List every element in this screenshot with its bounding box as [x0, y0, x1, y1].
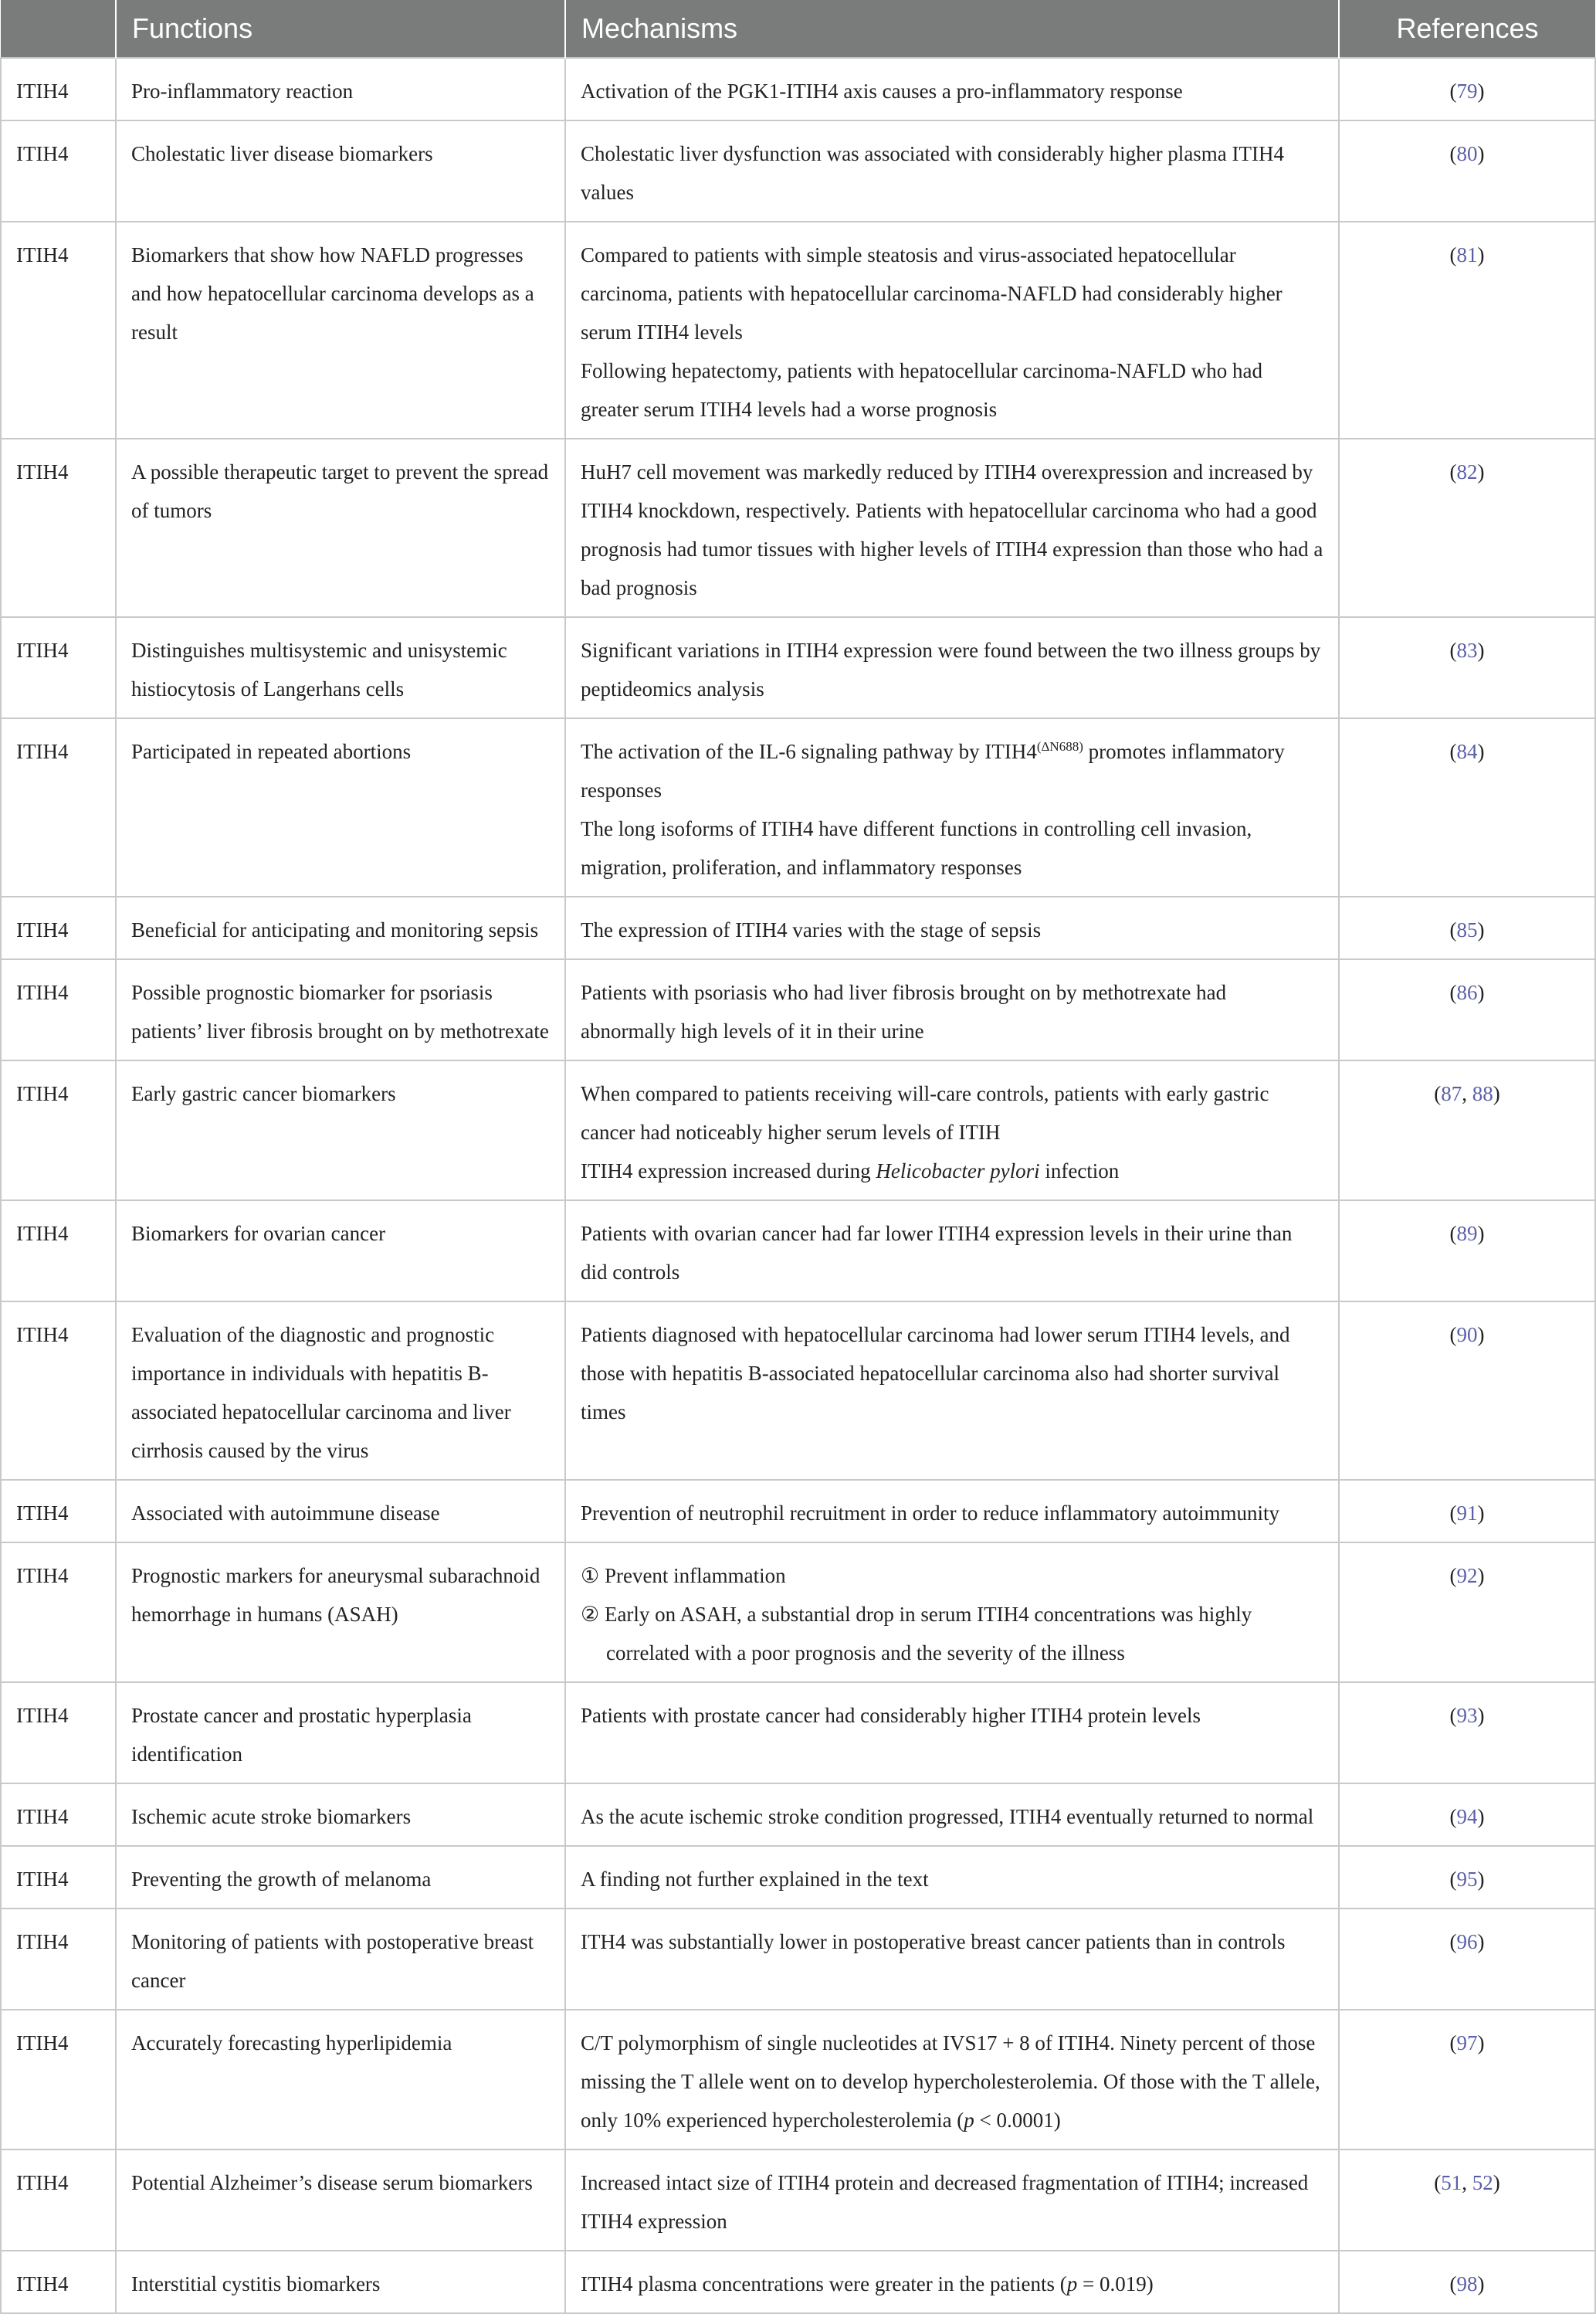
reference-link[interactable]: 81	[1456, 243, 1478, 266]
reference-cell: (51, 52)	[1339, 2149, 1595, 2251]
reference-cell: (86)	[1339, 959, 1595, 1060]
table-row	[1, 222, 1595, 439]
reference-link[interactable]: 90	[1456, 1323, 1478, 1346]
function-cell: Accurately forecasting hyperlipidemia	[116, 2010, 565, 2149]
gene-cell: ITIH4	[1, 1060, 116, 1200]
mechanism-cell	[565, 2149, 1339, 2251]
mechanism-text: When compared to patients receiving will-care controls, patients with early gastric cancer had noticeably higher serum levels of ITIH	[581, 1082, 1269, 1144]
table-header	[1, 0, 1595, 58]
function-cell: Biomarkers for ovarian cancer	[116, 1200, 565, 1301]
mechanism-text: Cholestatic liver dysfunction was associated with considerably higher plasma ITIH4 values	[581, 142, 1285, 204]
gene-cell: ITIH4	[1, 617, 116, 718]
reference-cell: (82)	[1339, 439, 1595, 617]
reference-link[interactable]: 82	[1456, 460, 1478, 483]
mechanism-text: Activation of the PGK1-ITIH4 axis causes a pro-inflammatory response	[581, 80, 1183, 103]
table-row	[1, 1909, 1595, 2010]
mechanism-cell	[565, 1542, 1339, 1682]
gene-cell: ITIH4	[1, 1846, 116, 1909]
gene-cell: ITIH4	[1, 1301, 116, 1480]
mechanism-text: As the acute ischemic stroke condition progressed, ITIH4 eventually returned to normal	[581, 1805, 1314, 1828]
table-row	[1, 959, 1595, 1060]
mechanism-text-part: < 0.0001)	[974, 2109, 1061, 2132]
mechanism-cell	[565, 1783, 1339, 1846]
function-cell: Interstitial cystitis biomarkers	[116, 2251, 565, 2313]
reference-link[interactable]: 98	[1456, 2272, 1478, 2295]
table-row	[1, 2010, 1595, 2149]
gene-cell: ITIH4	[1, 1783, 116, 1846]
header-mechanisms: Mechanisms	[565, 0, 1339, 58]
mechanism-text-part: infection	[1039, 1159, 1120, 1182]
reference-link[interactable]: 94	[1456, 1805, 1478, 1828]
table-row	[1, 1783, 1595, 1846]
reference-link[interactable]: 51	[1441, 2171, 1462, 2194]
reference-link[interactable]: 89	[1456, 1222, 1478, 1245]
mechanism-text	[581, 732, 1323, 809]
mechanism-text: HuH7 cell movement was markedly reduced by ITIH4 overexpression and increased by ITIH4 knockdown, respectively. Patients with hepatocellular carcinoma who had a good prognosis had tumor tissues with higher levels of ITIH4 expression than those who had a bad prognosis	[581, 460, 1323, 599]
mechanism-text: A finding not further explained in the text	[581, 1868, 929, 1891]
table-row	[1, 897, 1595, 959]
reference-cell: (92)	[1339, 1542, 1595, 1682]
header-functions: Functions	[116, 0, 565, 58]
p-value-symbol: p	[964, 2109, 974, 2132]
species-name: Helicobacter pylori	[876, 1159, 1040, 1182]
mechanism-cell	[565, 120, 1339, 222]
mechanism-cell	[565, 1200, 1339, 1301]
mechanism-cell	[565, 58, 1339, 120]
mechanism-cell	[565, 617, 1339, 718]
reference-link[interactable]: 91	[1456, 1501, 1478, 1525]
reference-link[interactable]: 84	[1456, 740, 1478, 763]
function-cell: Participated in repeated abortions	[116, 718, 565, 897]
isoform-superscript: (ΔN688)	[1036, 739, 1083, 754]
p-value-symbol: p	[1066, 2272, 1078, 2295]
gene-cell: ITIH4	[1, 2251, 116, 2313]
mechanism-text-part: C/T polymorphism of single nucleotides at IVS17 + 8 of ITIH4. Ninety percent of those missing the T allele went on to develop hypercholesterolemia. Of those with the T allele, only 10% experienced hypercholesterolemia (	[581, 2031, 1320, 2132]
gene-cell: ITIH4	[1, 2149, 116, 2251]
function-cell: Preventing the growth of melanoma	[116, 1846, 565, 1909]
numbered-item: ② Early on ASAH, a substantial drop in serum ITIH4 concentrations was highly correlated with a poor prognosis and the severity of the illness	[581, 1603, 1252, 1664]
reference-cell: (85)	[1339, 897, 1595, 959]
mechanism-text: Patients with prostate cancer had considerably higher ITIH4 protein levels	[581, 1704, 1201, 1727]
mechanism-cell	[565, 1060, 1339, 1200]
reference-cell: (93)	[1339, 1682, 1595, 1783]
reference-link[interactable]: 79	[1456, 80, 1478, 103]
gene-cell: ITIH4	[1, 120, 116, 222]
reference-link[interactable]: 87	[1441, 1082, 1462, 1105]
function-cell: Distinguishes multisystemic and unisystemic histiocytosis of Langerhans cells	[116, 617, 565, 718]
mechanism-text: Compared to patients with simple steatosis and virus-associated hepatocellular carcinoma, patients with hepatocellular carcinoma-NAFLD had considerably higher serum ITIH4 levels	[581, 243, 1283, 344]
mechanism-cell	[565, 1909, 1339, 2010]
header-row	[1, 0, 1595, 58]
mechanism-cell	[565, 897, 1339, 959]
table-body	[1, 58, 1595, 2313]
table-row	[1, 1682, 1595, 1783]
mechanism-cell	[565, 1480, 1339, 1542]
reference-cell: (97)	[1339, 2010, 1595, 2149]
reference-cell: (79)	[1339, 58, 1595, 120]
reference-cell: (95)	[1339, 1846, 1595, 1909]
mechanism-cell	[565, 1846, 1339, 1909]
gene-cell: ITIH4	[1, 1480, 116, 1542]
mechanism-text: Patients with ovarian cancer had far lower ITIH4 expression levels in their urine than did controls	[581, 1222, 1293, 1284]
reference-link[interactable]: 52	[1472, 2171, 1493, 2194]
reference-link[interactable]: 97	[1456, 2031, 1478, 2054]
gene-cell: ITIH4	[1, 897, 116, 959]
table-row	[1, 1846, 1595, 1909]
header-references: References	[1339, 0, 1595, 58]
function-cell: Beneficial for anticipating and monitoring sepsis	[116, 897, 565, 959]
reference-cell: (98)	[1339, 2251, 1595, 2313]
reference-cell: (89)	[1339, 1200, 1595, 1301]
mechanism-text-part: = 0.019)	[1077, 2272, 1154, 2295]
function-cell: Potential Alzheimer’s disease serum biomarkers	[116, 2149, 565, 2251]
mechanism-cell	[565, 1301, 1339, 1480]
reference-cell: (91)	[1339, 1480, 1595, 1542]
mechanism-cell	[565, 959, 1339, 1060]
function-cell: Early gastric cancer biomarkers	[116, 1060, 565, 1200]
mechanism-cell	[565, 222, 1339, 439]
function-cell: Monitoring of patients with postoperative breast cancer	[116, 1909, 565, 2010]
mechanism-text-part: ITIH4 expression increased during	[581, 1159, 876, 1182]
reference-link[interactable]: 95	[1456, 1868, 1478, 1891]
reference-link[interactable]: 93	[1456, 1704, 1478, 1727]
function-cell: Evaluation of the diagnostic and prognostic importance in individuals with hepatitis B-associated hepatocellular carcinoma and liver cirrhosis caused by the virus	[116, 1301, 565, 1480]
reference-link[interactable]: 80	[1456, 142, 1478, 165]
mechanism-text: Prevention of neutrophil recruitment in order to reduce inflammatory autoimmunity	[581, 1501, 1280, 1525]
reference-link[interactable]: 96	[1456, 1930, 1478, 1953]
reference-cell: (83)	[1339, 617, 1595, 718]
numbered-item: ① Prevent inflammation	[581, 1564, 786, 1587]
function-cell: Biomarkers that show how NAFLD progresses and how hepatocellular carcinoma develops as a result	[116, 222, 565, 439]
table-row	[1, 1542, 1595, 1682]
mechanism-text	[581, 2265, 1323, 2303]
mechanism-text-part: ITIH4 plasma concentrations were greater in the patients (	[581, 2272, 1067, 2295]
mechanism-cell	[565, 2010, 1339, 2149]
gene-cell: ITIH4	[1, 1909, 116, 2010]
gene-cell: ITIH4	[1, 1542, 116, 1682]
function-cell: Associated with autoimmune disease	[116, 1480, 565, 1542]
table-row	[1, 1480, 1595, 1542]
table-row	[1, 120, 1595, 222]
reference-link[interactable]: 85	[1456, 918, 1478, 942]
mechanism-text: ITH4 was substantially lower in postoperative breast cancer patients than in controls	[581, 1930, 1286, 1953]
mechanism-text	[581, 2024, 1323, 2139]
reference-cell: (84)	[1339, 718, 1595, 897]
mechanism-text: Following hepatectomy, patients with hepatocellular carcinoma-NAFLD who had greater serum ITIH4 levels had a worse prognosis	[581, 359, 1263, 421]
mechanism-text: Patients with psoriasis who had liver fibrosis brought on by methotrexate had abnormally high levels of it in their urine	[581, 981, 1227, 1043]
reference-link[interactable]: 92	[1456, 1564, 1478, 1587]
table-row	[1, 1060, 1595, 1200]
gene-cell: ITIH4	[1, 1682, 116, 1783]
gene-cell: ITIH4	[1, 718, 116, 897]
table-row	[1, 718, 1595, 897]
reference-link[interactable]: 88	[1472, 1082, 1493, 1105]
gene-cell: ITIH4	[1, 222, 116, 439]
reference-link[interactable]: 86	[1456, 981, 1478, 1004]
table-row	[1, 617, 1595, 718]
mechanism-text: The expression of ITIH4 varies with the stage of sepsis	[581, 918, 1042, 942]
function-cell: Ischemic acute stroke biomarkers	[116, 1783, 565, 1846]
table-row	[1, 1200, 1595, 1301]
reference-cell: (96)	[1339, 1909, 1595, 2010]
reference-cell: (87, 88)	[1339, 1060, 1595, 1200]
mechanism-cell	[565, 2251, 1339, 2313]
mechanism-text: Increased intact size of ITIH4 protein and decreased fragmentation of ITIH4; increased ITIH4 expression	[581, 2171, 1309, 2233]
table-row	[1, 439, 1595, 617]
table-row	[1, 2149, 1595, 2251]
gene-cell: ITIH4	[1, 959, 116, 1060]
function-cell: Prostate cancer and prostatic hyperplasia identification	[116, 1682, 565, 1783]
function-cell: Cholestatic liver disease biomarkers	[116, 120, 565, 222]
gene-cell: ITIH4	[1, 439, 116, 617]
table-row	[1, 58, 1595, 120]
mechanism-text-part: promotes inflammatory responses	[581, 740, 1285, 802]
table-row	[1, 2251, 1595, 2313]
mechanism-text: The long isoforms of ITIH4 have different functions in controlling cell invasion, migration, proliferation, and inflammatory responses	[581, 817, 1252, 879]
mechanism-cell	[565, 718, 1339, 897]
gene-cell: ITIH4	[1, 58, 116, 120]
function-cell: Pro-inflammatory reaction	[116, 58, 565, 120]
reference-cell: (81)	[1339, 222, 1595, 439]
mechanism-text: Significant variations in ITIH4 expression were found between the two illness groups by peptideomics analysis	[581, 639, 1321, 701]
gene-cell: ITIH4	[1, 2010, 116, 2149]
function-cell: Prognostic markers for aneurysmal subarachnoid hemorrhage in humans (ASAH)	[116, 1542, 565, 1682]
mechanism-cell	[565, 1682, 1339, 1783]
reference-cell: (90)	[1339, 1301, 1595, 1480]
reference-cell: (80)	[1339, 120, 1595, 222]
table-row	[1, 1301, 1595, 1480]
mechanism-text: Patients diagnosed with hepatocellular carcinoma had lower serum ITIH4 levels, and those with hepatitis B-associated hepatocellular carcinoma also had shorter survival times	[581, 1323, 1290, 1423]
function-cell: A possible therapeutic target to prevent the spread of tumors	[116, 439, 565, 617]
header-gene	[1, 0, 116, 58]
reference-link[interactable]: 83	[1456, 639, 1478, 662]
function-cell: Possible prognostic biomarker for psoriasis patients’ liver fibrosis brought on by methotrexate	[116, 959, 565, 1060]
reference-cell: (94)	[1339, 1783, 1595, 1846]
mechanism-cell	[565, 439, 1339, 617]
mechanism-text	[581, 1152, 1323, 1190]
gene-cell: ITIH4	[1, 1200, 116, 1301]
mechanism-text-part: The activation of the IL-6 signaling pathway by ITIH4	[581, 740, 1037, 763]
